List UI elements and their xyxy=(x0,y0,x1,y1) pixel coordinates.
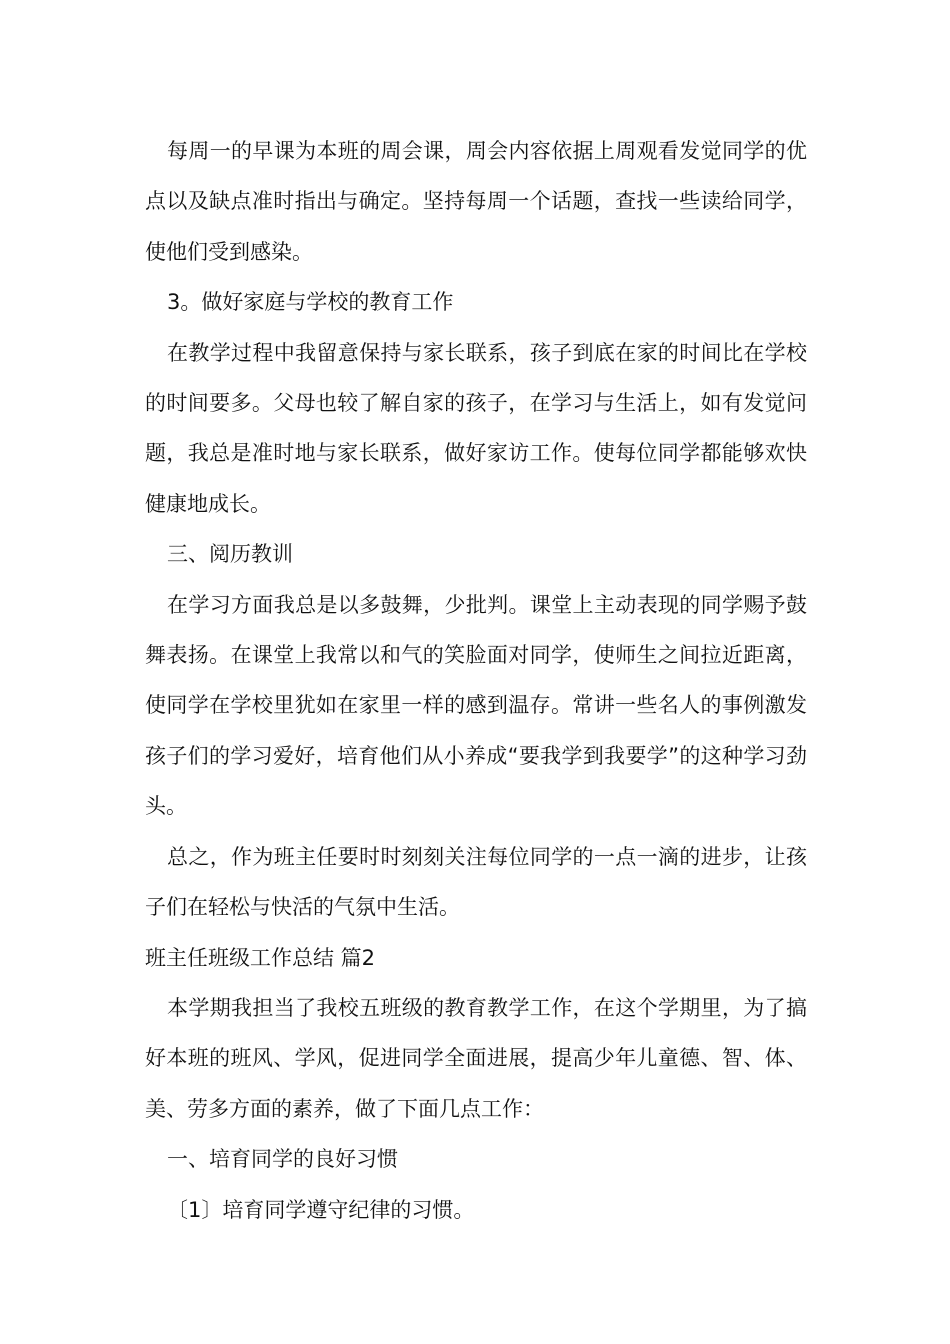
section-heading-lessons: 三、阅历教训 xyxy=(167,542,293,567)
section-heading-home-school: 3。做好家庭与学校的教育工作 xyxy=(167,290,454,315)
article-title-part-2: 班主任班级工作总结 篇2 xyxy=(145,945,376,970)
paragraph-conclusion: 总之，作为班主任要时时刻刻关注每位同学的一点一滴的进步，让孩子们在轻松与快活的气氛中生活。 xyxy=(145,844,807,920)
paragraph-encouragement: 在学习方面我总是以多鼓舞，少批判。课堂上主动表现的同学赐予鼓舞表扬。在课堂上我常以和气的笑脸面对同学，使师生之间拉近距离，使同学在学校里犹如在家里一样的感到温存。常讲一些名人的事例激发孩子们的学习爱好，培育他们从小养成“要我学到我要学”的这种学习劲头。 xyxy=(145,592,807,819)
paragraph-intro-part-2: 本学期我担当了我校五班级的教育教学工作，在这个学期里，为了搞好本班的班风、学风，促进同学全面进展，提高少年儿童德、智、体、美、劳多方面的素养，做了下面几点工作： xyxy=(145,995,807,1121)
section-heading-good-habits: 一、培育同学的良好习惯 xyxy=(167,1147,398,1172)
document-body xyxy=(145,126,807,1235)
paragraph-weekly-meeting: 每周一的早课为本班的周会课，周会内容依据上周观看发觉同学的优点以及缺点准时指出与确定。坚持每周一个话题，查找一些读给同学，使他们受到感染。 xyxy=(145,139,807,264)
subsection-discipline-habit: 〔1〕培育同学遵守纪律的习惯。 xyxy=(167,1197,475,1222)
paragraph-parent-contact: 在教学过程中我留意保持与家长联系，孩子到底在家的时间比在学校的时间要多。父母也较了解自家的孩子，在学习与生活上，如有发觉问题，我总是准时地与家长联系，做好家访工作。使每位同学都能够欢快健康地成长。 xyxy=(145,340,807,516)
